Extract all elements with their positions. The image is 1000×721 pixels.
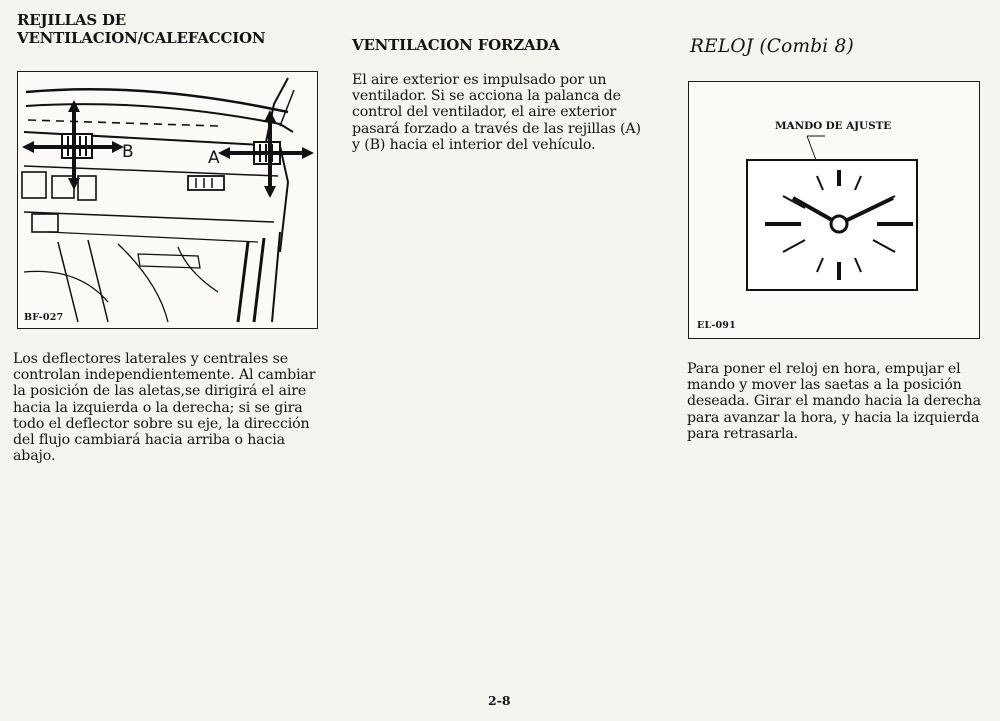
middle-section-title: VENTILACION FORZADA xyxy=(352,36,560,54)
left-section-title xyxy=(17,11,317,47)
clock-illustration xyxy=(689,82,979,337)
clock-figure xyxy=(688,81,980,339)
dashboard-illustration xyxy=(18,72,316,327)
figure-code-el091: EL-091 xyxy=(697,320,736,331)
clock-knob-label: MANDO DE AJUSTE xyxy=(775,120,892,132)
right-body-text: Para poner el reloj en hora, empujar el mando y mover las saetas a la posición deseada. Girar el mando hacia la derecha para avanzar la hora, y hacia la izquierda para retrasarla. xyxy=(687,361,981,442)
left-title-line2: VENTILACION/CALEFACCION xyxy=(17,29,266,47)
figure-code-bf027: BF-027 xyxy=(24,312,64,323)
vent-label-a: A xyxy=(208,148,220,168)
page-number: 2-8 xyxy=(488,693,511,708)
right-section-title: RELOJ (Combi 8) xyxy=(690,36,854,57)
left-body-text: Los deflectores laterales y centrales se controlan independientemente. Al cambiar la posición de las aletas,se dirigirá el aire hacia la izquierda o la derecha; si se gira todo el deflector sobre su eje, la dirección del flujo cambiará hacia arriba o hacia abajo. xyxy=(13,351,316,465)
vent-figure xyxy=(17,71,318,329)
vent-label-b: B xyxy=(122,142,134,162)
left-title-line1: REJILLAS DE xyxy=(17,11,127,29)
middle-body-text: El aire exterior es impulsado por un ventilador. Si se acciona la palanca de control del ventilador, el aire exterior pasará forzado a través de las rejillas (A) y (B) hacia el interior del vehículo. xyxy=(352,72,641,153)
